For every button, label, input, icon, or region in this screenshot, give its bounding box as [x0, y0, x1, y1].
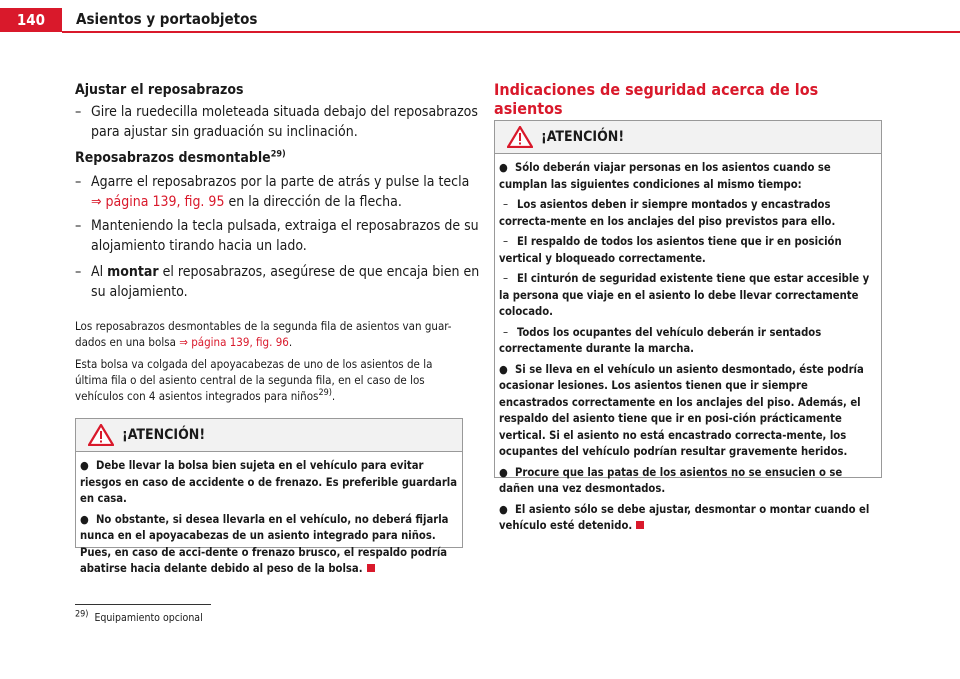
step-mount-armrest: – Al montar el reposabrazos, asegúrese de que encaja bien en su alojamiento. — [75, 264, 480, 300]
bullet-icon: ● — [499, 502, 508, 516]
warning-body — [76, 452, 462, 586]
step-text: Gire la ruedecilla moleteada situada debajo del reposabrazos para ajustar sin graduación su inclinación. — [91, 104, 478, 140]
bullet-icon: ● — [499, 161, 508, 174]
warning-box-bag — [75, 418, 463, 575]
end-of-section-icon — [367, 564, 375, 572]
footnote — [75, 609, 203, 624]
warning-subitem: – Todos los ocupantes del vehículo deberán ir sentados correctamente durante la marcha. — [499, 325, 822, 355]
header-divider — [62, 31, 960, 33]
note-text-end: . — [288, 335, 293, 349]
footnote-text: Equipamiento opcional — [94, 612, 203, 624]
step-adjust-armrest: – Gire la ruedecilla moleteada situada debajo del reposabrazos para ajustar sin graduación su inclinación. — [75, 104, 478, 140]
warning-item — [80, 458, 458, 508]
warning-item — [499, 465, 877, 498]
warning-item — [499, 502, 877, 535]
section-title-seat-safety: Indicaciones de seguridad acerca de los asientos — [494, 80, 882, 125]
warning-header — [76, 419, 462, 452]
warning-triangle-icon — [507, 126, 533, 148]
footnote-mark: 29) — [75, 609, 89, 620]
step-extract-armrest: – Manteniendo la tecla pulsada, extraiga el reposabrazos de su alojamiento tirando hacia un lado. — [75, 218, 479, 254]
page-number: 140 — [0, 8, 62, 32]
warning-subitem-text: El cinturón de seguridad existente tiene que estar accesible y la persona que viaje en el asiento lo debe llevar correctamente colocado. — [499, 272, 870, 318]
warning-subitem-text: Todos los ocupantes del vehículo deberán ir sentados correctamente durante la marcha. — [499, 325, 822, 355]
footnote-ref: 29) — [318, 388, 332, 399]
warning-triangle-icon — [88, 424, 114, 446]
step-bold-word: montar — [107, 264, 159, 280]
chapter-title: Asientos y portaobjetos — [76, 10, 258, 28]
footnote-ref: 29) — [270, 149, 286, 160]
section-title-removable-armrest — [75, 150, 286, 166]
warning-body — [495, 154, 881, 543]
note-bag-location — [75, 356, 463, 404]
step-text: Al — [91, 264, 108, 280]
warning-item-text: Si se lleva en el vehículo un asiento desmontado, éste podría ocasionar lesiones. Los asientos tienen que ir siempre encastrados correctamente en los anclajes del piso. Además, el respaldo del asiento tiene que ir en posi-ción prácticamente vertical. Si el asiento no está encastrado correcta-mente, los ocupantes del vehículo podrían resultar gravemente heridos. — [499, 362, 864, 458]
warning-subitem: – Los asientos deben ir siempre montados y encastrados correcta-mente en los anclajes del piso previstos para ello. — [499, 198, 836, 228]
warning-item-text: El asiento sólo se debe ajustar, desmontar o montar cuando el vehículo esté detenido. — [499, 502, 870, 532]
warning-item — [499, 160, 877, 193]
step-text-end: el reposabrazos, asegúrese de que encaja bien en su alojamiento. — [91, 264, 480, 300]
note-text: Esta bolsa va colgada del apoyacabezas de uno de los asientos de la última fila o del asiento central de la segunda fila, en el caso de los vehículos con 4 asientos integrados para niños — [75, 357, 433, 403]
warning-title: ¡ATENCIÓN! — [541, 129, 625, 145]
step-text-end: en la dirección de la flecha. — [224, 194, 402, 210]
note-armrest-bag — [75, 318, 463, 350]
footnote-divider — [75, 604, 211, 605]
warning-item-text: Sólo deberán viajar personas en los asientos cuando se cumplan las siguientes condiciones al mismo tiempo: — [499, 161, 831, 191]
warning-subitem-text: El respaldo de todos los asientos tiene que ir en posición vertical y bloqueado correctamente. — [499, 235, 842, 265]
step-text: Agarre el reposabrazos por la parte de atrás y pulse la tecla — [91, 174, 470, 190]
warning-item — [499, 362, 877, 461]
page-header — [0, 0, 960, 34]
end-of-section-icon — [636, 521, 644, 529]
step-grab-armrest: – Agarre el reposabrazos por la parte de atrás y pulse la tecla ⇒ página 139, fig. 95 en la dirección de la flecha. — [75, 174, 470, 210]
warning-header — [495, 121, 881, 154]
bullet-icon: ● — [80, 512, 89, 526]
warning-subitem-text: Los asientos deben ir siempre montados y encastrados correcta-mente en los anclajes del piso previstos para ello. — [499, 198, 836, 228]
warning-item-text: Debe llevar la bolsa bien sujeta en el vehículo para evitar riesgos en caso de accidente o de frenazo. Es preferible guardarla en casa. — [80, 459, 458, 505]
warning-subitem: – El cinturón de seguridad existente tiene que estar accesible y la persona que viaje en el asiento lo debe llevar correctamente colocado. — [499, 272, 870, 318]
note-text: Los reposabrazos desmontables de la segunda fila de asientos van guar-dados en una bolsa — [75, 319, 452, 349]
page-link-fig95[interactable]: ⇒ página 139, fig. 95 — [91, 194, 225, 210]
warning-item-text: Procure que las patas de los asientos no se ensucien o se dañen una vez desmontados. — [499, 465, 843, 495]
bullet-icon: ● — [499, 465, 508, 479]
bullet-icon: ● — [80, 459, 89, 472]
bullet-icon: ● — [499, 362, 508, 376]
page-link-fig96[interactable]: ⇒ página 139, fig. 96 — [179, 335, 289, 349]
note-text-end: . — [331, 389, 336, 403]
section-title-text: Reposabrazos desmontable — [75, 150, 271, 166]
warning-subitem: – El respaldo de todos los asientos tiene que ir en posición vertical y bloqueado correctamente. — [499, 235, 842, 265]
section-title-adjust-armrest: Ajustar el reposabrazos — [75, 82, 244, 98]
warning-item-text: No obstante, si desea llevarla en el vehículo, no deberá fijarla nunca en el apoyacabezas de un asiento integrado para niños. Pues, en caso de acci-dente o frenazo brusco, el respaldo podría abatirse hacia delante debido al peso de la bolsa. — [80, 512, 449, 575]
warning-title: ¡ATENCIÓN! — [122, 427, 206, 443]
step-text: Manteniendo la tecla pulsada, extraiga el reposabrazos de su alojamiento tirando hacia un lado. — [91, 218, 479, 254]
warning-box-seats — [494, 120, 882, 532]
warning-item — [80, 512, 458, 578]
